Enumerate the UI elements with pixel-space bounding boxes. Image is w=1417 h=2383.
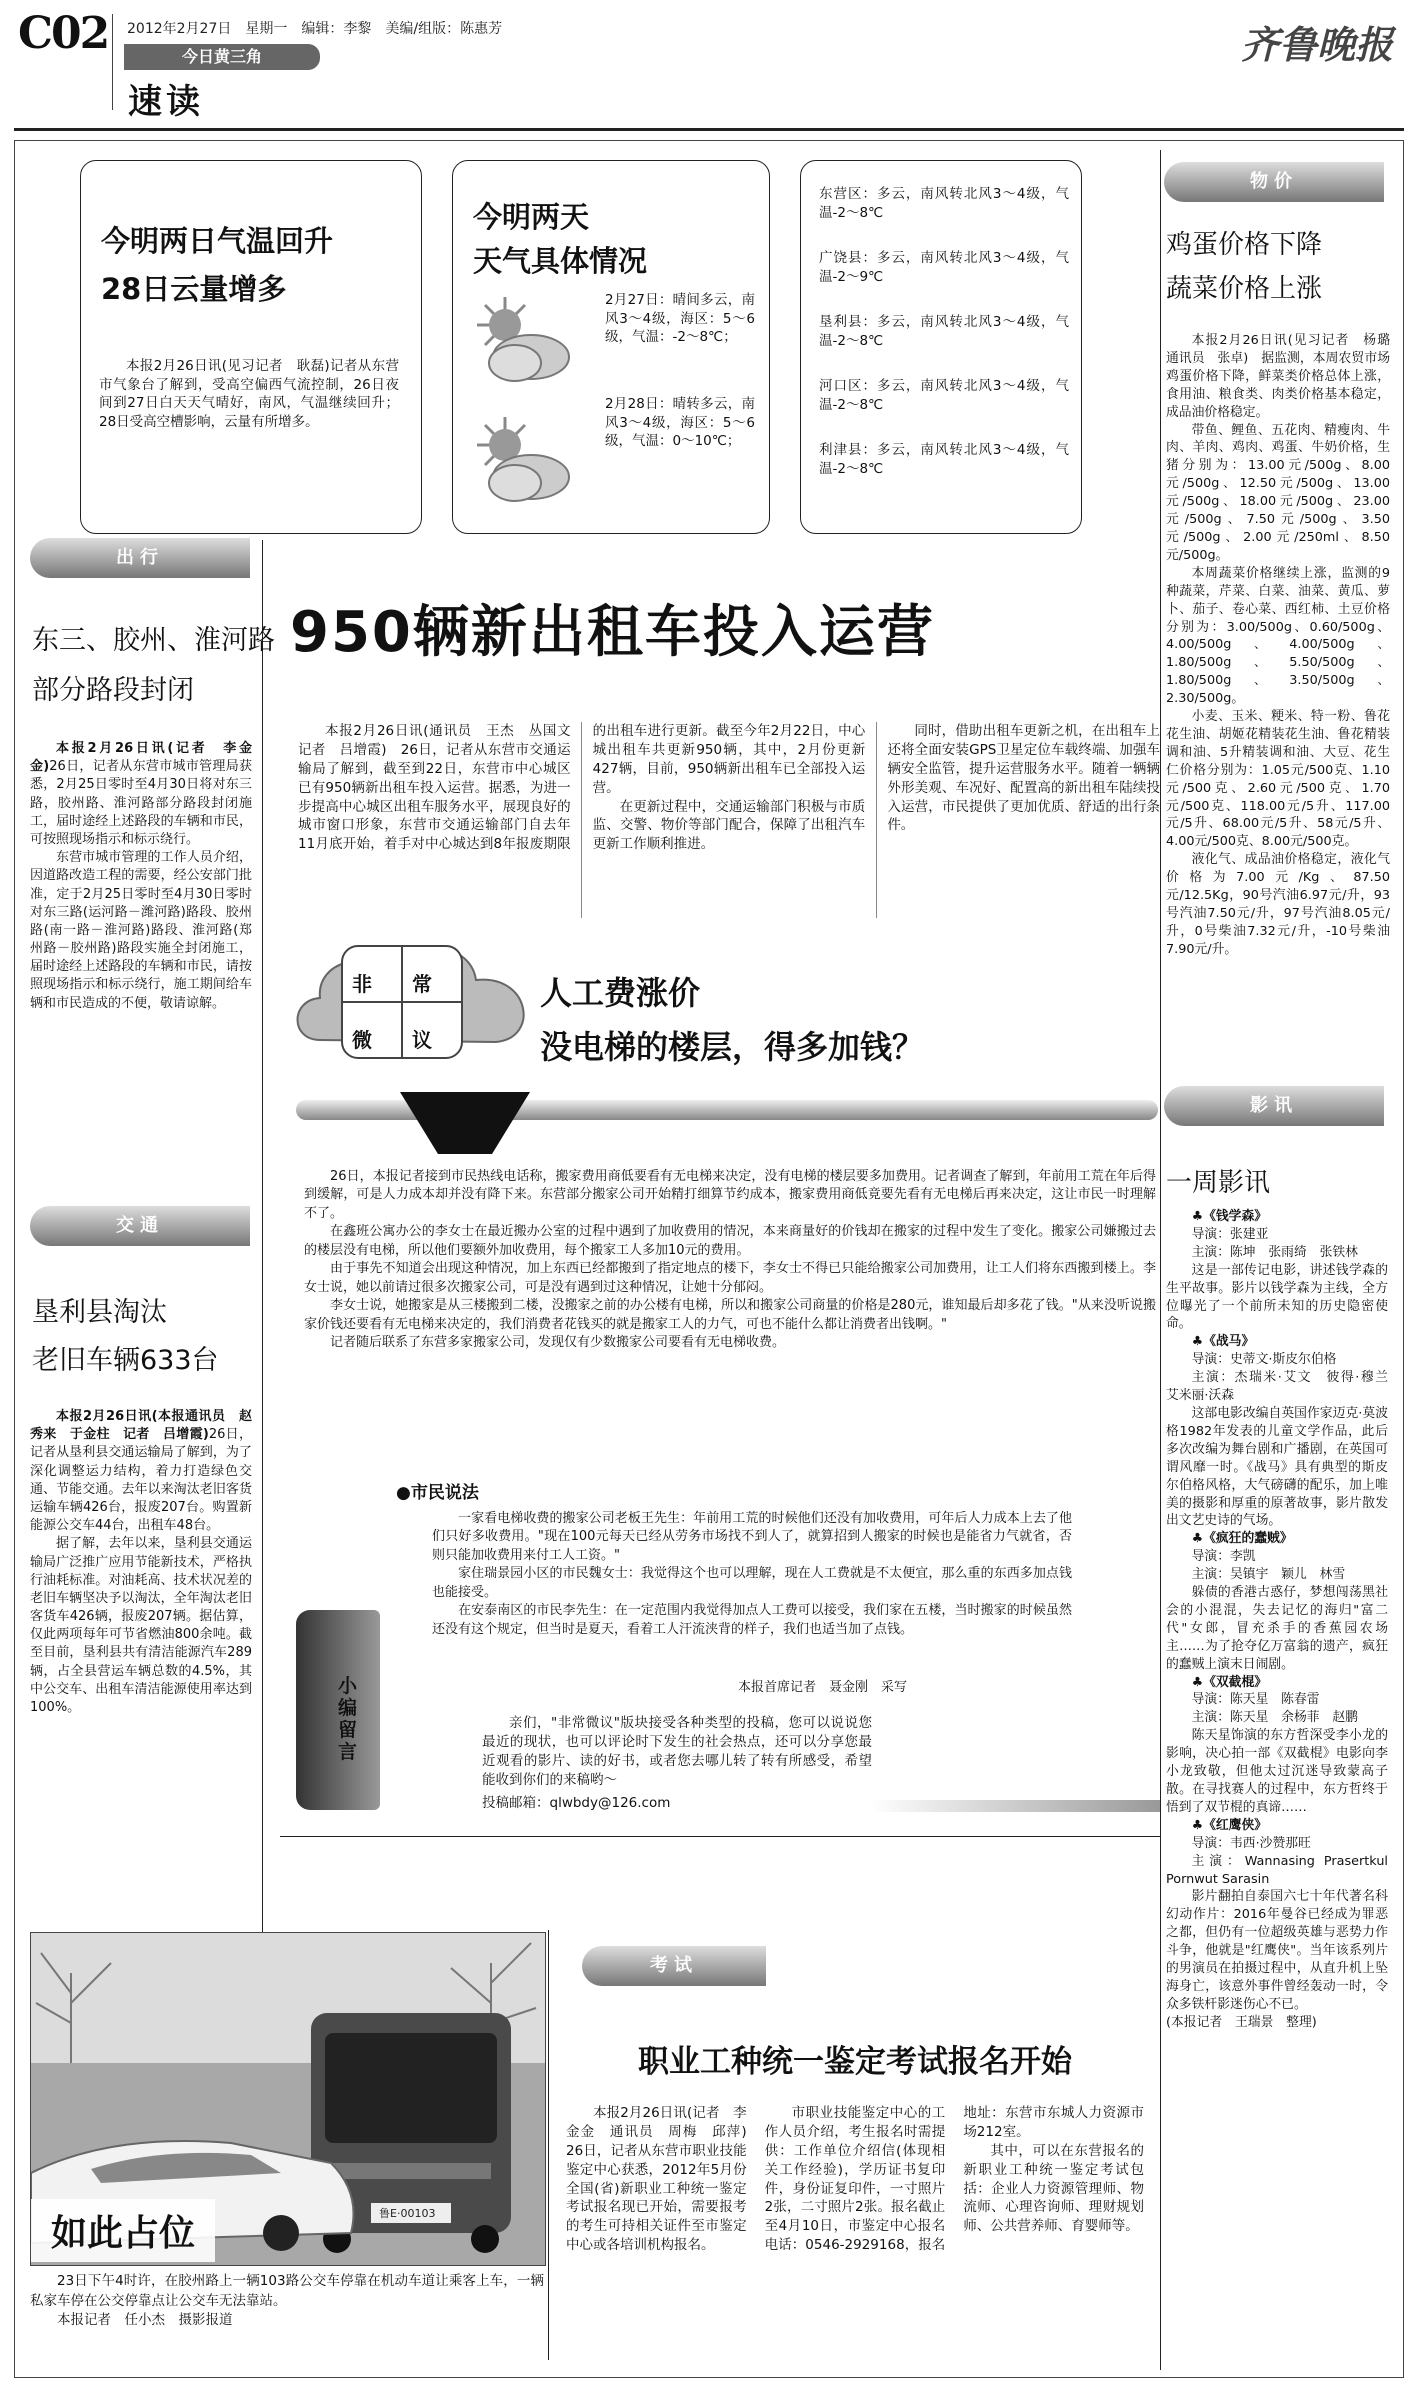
section-tag: 今日黄三角 — [124, 44, 320, 70]
traffic-headline-1: 垦利县淘汰 — [32, 1297, 167, 1328]
weather-box-3 — [800, 160, 1082, 534]
feichang-headline-2: 没电梯的楼层，得多加钱？ — [540, 1028, 925, 1066]
taxi-headline: 950辆新出租车投入运营 — [290, 600, 935, 665]
exam-paragraph: 市职业技能鉴定中心的工作人员介绍，考生报名时需提供：工作单位介绍信(体现相关工作经验)，学历证书复印件，身份证复印件，一寸照片2张，二寸照片2张。报名截止至4月10日，市鉴定中心报名电话：0546-2929168，报名地址：东营市东城人力资源市场212室。 — [764, 2105, 1144, 2254]
exam-body — [566, 2104, 1144, 2370]
section-tag-traffic: 交通 — [30, 1206, 250, 1246]
prices-article — [1166, 332, 1403, 959]
photo-caption: 23日下午4时许，在胶州路上一辆103路公交车停靠在机动车道让乘客上车，一辆私家车停在公交停靠点让公交车无法靠站。 本报记者 任小杰 摄影报道 — [30, 2272, 544, 2331]
film-entry: ♣《双截棍》 导演：陈天星 陈春雷 主演：陈天星 余杨菲 赵鹏 陈天星饰演的东方哲深受李小龙的影响，决心拍一部《双截棍》电影向李小龙致敬，但他太过沉迷导致蒙高子散。在寻找赛人的过程中，东方哲终于悟到了双节棍的真谛…… — [1166, 1674, 1388, 1815]
feichang-paragraph: 记者随后联系了东营多家搬家公司，发现仅有少数搬家公司要看有无电梯收费。 — [330, 1335, 786, 1351]
county-weather: 垦利县：多云，南风转北风3～4级，气温-2～8℃ — [819, 314, 1069, 349]
exam-paragraph: 本报2月26日讯(记者 李金金 通讯员 周梅 邱萍) 26日，记者从东营市职业技能鉴定中心获悉，2012年5月份全国(省)新职业工种统一鉴定考试报名现已开始，需要报考的考生可持相关证件至市鉴定中心或各培训机构报名。 — [566, 2105, 761, 2254]
film-title: ♣《战马》 — [1191, 1334, 1255, 1350]
prices-paragraph: 本报2月26日讯(见习记者 杨璐 通讯员 张卓) 据监测，本周农贸市场鸡蛋价格下降，鲜菜类价格总体上涨，食用油、粮食类、肉类价格基本稳定，成品油价格稳定。 — [1166, 333, 1403, 420]
feichang-paragraph: 李女士说，她搬家是从三楼搬到二楼，没搬家之前的办公楼有电梯，所以和搬家公司商量的价格是280元，谁知最后却多花了钱。"从来没听说搬家价钱还要看有无电梯来决定的，我们消费者花钱买的就是搬家工人的力气，可也不能什么都让消费者出钱啊。" — [304, 1298, 1156, 1332]
film-title: ♣《双截棍》 — [1191, 1674, 1268, 1690]
traffic-paragraph: 据了解，去年以来，垦利县交通运输局广泛推广应用节能新技术，严格执行油耗标准。对油耗高、技术状况差的老旧车辆坚决予以淘汰，全年淘汰老旧客货车426辆，报废207辆。据估算，仅此两项每年可节省燃油800余吨。截至目前，垦利县共有清洁能源汽车289辆，占全县营运车辆总数的4.5%，其中公交车、出租车清洁能源使用率达到100%。 — [30, 1536, 252, 1715]
feichang-paragraph: 由于事先不知道会出现这种情况，加上东西已经都搬到了指定地点的楼下，李女士不得已只能给搬家公司加费用，让工人们将东西搬到楼上。李女士说，她以前请过很多次搬家公司，可是没有遇到过这种情况，让她十分郁闷。 — [304, 1261, 1156, 1295]
header-date-line: 2012年2月27日 星期一 编辑：李黎 美编/组版：陈惠芳 — [127, 21, 503, 37]
taxi-paragraph: 同时，借助出租车更新之机，在出租车上还将全面安装GPS卫星定位车载终端、加强车辆安全监管，提升运营服务水平。随着一辆辆外形美观、车况好、配置高的新出租车陆续投入运营，市民提供了更加优质、舒适的出行条件。 — [887, 723, 1160, 834]
citizen-opinions — [432, 1510, 1072, 1639]
weather-body-1: 本报2月26日讯(见习记者 耿磊)记者从东营市气象台了解到，受高空偏西气流控制，26日夜间到27日白天天气晴好，南风，气温继续回升；28日受高空槽影响，云量有所增多。 — [99, 358, 399, 430]
prices-paragraph: 带鱼、鲤鱼、五花肉、精瘦肉、牛肉、羊肉、鸡肉、鸡蛋、牛奶价格，生猪分别为：13.00元/500g、8.00元/500g、12.50元/500g、13.00元/500g、18.00元/500g、23.00元/500g、7.50元/500g、3.50元/500g、2.00元/250ml、8.50元/500g。 — [1166, 422, 1390, 563]
weather-title-2: 28日云量增多 — [101, 272, 287, 306]
photo-credit: 本报记者 任小杰 摄影报道 — [57, 2312, 233, 2329]
film-entry: ♣《红鹰侠》 导演：韦西·沙赞那旺 主演：Wannasing Prasertkul Pornwut Sarasin 影片翻拍自泰国六七十年代著名科幻动作片：2016年曼谷已经成为罪恶之都，但仍有一位超级英雄与恶势力作斗争，他就是"红鹰侠"。当年该系列片的男演员在拍摄过程中，从直升机上坠海身亡，该意外事件曾经轰动一时，令众多铁杆影迷伤心不已。 — [1166, 1817, 1388, 2012]
travel-article: 本报2月26日讯(记者 李金金)26日，记者从东营市城市管理局获悉，2月25日零时至4月30日将对东三路，胶州路、淮河路部分路段封闭施工，届时途经上述路段的车辆和市民，可按照现场指示和标示绕行。 东营市城市管理的工作人员介绍，因道路改造工程的需要，经公安部门批准，定于2月25日零时至4月30日零时对东三路(运河路－潍河路)路段、胶州路(南一路－淮河路)路段、淮河路(郑州路－胶州路)路段实施全封闭施工，届时途经上述路段的车辆和市民，请按照现场指示和标示绕行，施工期间给车辆和市民造成的不便，敬请谅解。 — [30, 740, 252, 1013]
travel-headline-1: 东三、胶州、淮河路 — [32, 625, 275, 656]
section-tag-prices: 物价 — [1164, 162, 1384, 202]
weather-day-1: 2月27日：晴间多云，南风3～4级，海区：5～6级，气温：-2～8℃； — [605, 292, 755, 346]
sun-cloud-icon — [467, 407, 577, 517]
xiaobian-label: 小编留言 — [338, 1675, 358, 1763]
taxi-paragraph: 在更新过程中，交通运输部门积极与市质监、交警、物价等部门配合，保障了出租汽车更新工作顺利推进。 — [592, 798, 866, 853]
bus-plate: 鲁E·00103 — [379, 2207, 436, 2220]
feichang-reporter: 本报首席记者 聂金刚 采写 — [738, 1680, 908, 1695]
film-list — [1166, 1208, 1401, 2032]
section-tag-film: 影讯 — [1164, 1086, 1384, 1126]
weather-box-2 — [452, 160, 770, 534]
xiaobian-message: 亲们，"非常微议"版块接受各种类型的投稿，您可以说说您最近的现状，也可以评论时下发生的社会热点，还可以分享您最近观看的影片、读的好书，或者您去哪儿转了转有所感受，希望能收到你们的来稿哟～ 投稿邮箱：qlwbdy@126.com — [482, 1715, 872, 1811]
feichang-paragraph: 26日，本报记者接到市民热线电话称，搬家费用商低要看有无电梯来决定，没有电梯的楼层要多加费用。记者调查了解到，年前用工荒在年后得到缓解，可是人力成本却并没有降下来。东营部分搬家公司开始精打细算节约成本，搬家费用商低竟要先看有无电梯后再来决定，这让市民一时理解不了。 — [304, 1169, 1156, 1221]
county-weather: 利津县：多云，南风转北风3～4级，气温-2～8℃ — [819, 442, 1069, 477]
prices-paragraph: 小麦、玉米、粳米、特一粉、鲁花花生油、胡姬花精装花生油、鲁花精装调和油、5升精装调和油、大豆、花生仁价格分别为：1.05元/500克、1.10元/500克、2.60元/500克、1.70元/500克、118.00元/5升、117.00元/5升、68.00元/5升、58元/5升、4.00元/500克、8.00元/500克。 — [1166, 709, 1390, 850]
county-weather: 东营区：多云，南风转北风3～4级，气温-2～8℃ — [819, 186, 1069, 221]
traffic-headline-2: 老旧车辆633台 — [32, 1345, 219, 1376]
county-weather: 河口区：多云，南风转北风3～4级，气温-2～8℃ — [819, 378, 1069, 413]
logo-char: 非 — [352, 972, 372, 996]
submission-email: 投稿邮箱：qlwbdy@126.com — [482, 1794, 671, 1811]
county-weather: 广饶县：多云，南风转北风3～4级，气温-2～9℃ — [819, 250, 1069, 285]
photo-caption-big: 如此占位 — [31, 2199, 215, 2262]
section-tag-exam: 考试 — [582, 1946, 766, 1986]
taxi-paragraph: 本报2月26日讯(通讯员 王杰 丛国文 记者 吕增霞) 26日，记者从东营市交通运输局了解到，截至到22日，东营市中心城区已有950辆新出租车投入运营。据悉，为进一步提高中心城区出租车服务水平，展现良好的城市窗口形象，东营市交通运输部门自去年11月底开始，着手对中心城达到8年报废期限的出租车进行更新。截至今年2月22日，中心城出租车共更新950辆，其中，2月份更新427辆，目前，950辆新出租车已全部投入运营。 — [298, 723, 866, 853]
weather-box-1 — [80, 160, 422, 534]
logo-char: 议 — [412, 1028, 432, 1052]
prices-headline-1: 鸡蛋价格下降 — [1166, 230, 1323, 260]
brand-logo: 齐鲁晚报 — [1240, 22, 1393, 67]
logo-char: 常 — [412, 972, 432, 996]
prices-headline-2: 蔬菜价格上涨 — [1166, 274, 1323, 304]
film-entry: ♣《钱学森》 导演：张建亚 主演：陈坤 张雨绮 张铁林 这是一部传记电影，讲述钱学森的生平故事。影片以钱学森为主线，全方位曝光了一个前所未知的历史隐密使命。 — [1166, 1209, 1388, 1332]
film-headline: 一周影讯 — [1166, 1168, 1271, 1198]
decorative-bar — [870, 1800, 1160, 1812]
travel-paragraph: 东营市城市管理的工作人员介绍，因道路改造工程的需要，经公安部门批准，定于2月25日零时至4月30日零时对东三路(运河路－潍河路)路段、胶州路(南一路－淮河路)路段、淮河路(郑州路－胶州路)路段实施全封闭施工，届时途经上述路段的车辆和市民，请按照现场指示和标示绕行，施工期间给车辆和市民造成的不便，敬请谅解。 — [30, 850, 252, 1011]
exam-paragraph: 其中，可以在东营报名的新职业工种统一鉴定考试包括：企业人力资源管理师、物流师、心理咨询师、理财规划师、公共营养师、育婴师等。 — [963, 2142, 1144, 2235]
weather-title-4: 天气具体情况 — [473, 244, 648, 278]
travel-byline: 本报2月26日讯(记者 李金金) — [30, 741, 252, 775]
feichang-article — [304, 1168, 1156, 1353]
film-entry: ♣《战马》 导演：史蒂文·斯皮尔伯格 主演：杰瑞米·艾文 彼得·穆兰 艾米丽·沃森 这部电影改编自英国作家迈克·莫波格1982年发表的儿童文学作品，此后多次改编为舞台剧和广播剧，在英国可谓风靡一时。《战马》具有典型的斯皮尔伯格风格，大气磅礴的配乐，加上唯美的摄影和厚重的原著故事，影片散发出文艺史诗的气场。 — [1166, 1334, 1401, 1529]
citizen-paragraph: 家住瑞景园小区的市民魏女士：我觉得这个也可以理解，现在人工费就是不太便宜，那么重的东西多加点钱也能接受。 — [432, 1566, 1072, 1600]
film-credit: (本报记者 王瑞景 整理) — [1166, 2014, 1317, 2030]
film-title: ♣《红鹰侠》 — [1191, 1817, 1268, 1833]
circle-icon: ● — [396, 1483, 411, 1503]
citizen-paragraph: 在安泰南区的市民李先生：在一定范围内我觉得加点人工费可以接受，我们家在五楼，当时搬家的时候虽然还没有这个规定，但当时是夏天，看着工人汗流浃背的样子，我们也适当加了点钱。 — [432, 1603, 1072, 1637]
citizen-paragraph: 一家看电梯收费的搬家公司老板王先生：年前用工荒的时候他们还没有加收费用，可年后人力成本上去了他们只好多收费用。"现在100元每天已经从劳务市场找不到人了，就算招到人搬家的时候也是能省力气就省，否则只能加收费用来付工人工资。" — [432, 1511, 1072, 1563]
film-title: ♣《疯狂的蠢贼》 — [1191, 1531, 1293, 1547]
traffic-article: 本报2月26日讯(本报通讯员 赵秀来 于金柱 记者 吕增霞)26日，记者从垦利县交通运输局了解到，为了深化调整运力结构，着力打造绿色交通、节能交通。去年以来淘汰老旧客货运输车辆426台，报废207台。购置新能源公交车44台，出租车48台。 据了解，去年以来，垦利县交通运输局广泛推广应用节能新技术，严格执行油耗标准。对油耗高、技术状况差的老旧车辆坚决予以淘汰，全年淘汰老旧客货车426辆，报废207辆。据估算，仅此两项每年可节省燃油800余吨。截至目前，垦利县共有清洁能源汽车289辆，占全县营运车辆总数的4.5%，其中公交车、出租车清洁能源使用率达到100%。 — [30, 1408, 252, 1717]
weather-day-2: 2月28日：晴转多云，南风3～4级，海区：5～6级，气温：0～10℃； — [605, 396, 755, 450]
citizen-heading: ●市民说法 — [396, 1483, 479, 1503]
sun-cloud-icon — [467, 287, 577, 397]
bus-photo — [30, 1932, 546, 2266]
feichang-headline-1: 人工费涨价 — [540, 974, 701, 1012]
prices-paragraph: 本周蔬菜价格继续上涨，监测的9种蔬菜，芹菜、白菜、油菜、黄瓜、萝卜、茄子、卷心菜、西红柿、土豆价格分别为：3.00/500g、0.60/500g、4.00/500g、4.00/500g、1.80/500g、5.50/500g、1.80/500g、3.50/500g、2.30/500g。 — [1166, 565, 1390, 707]
film-title: ♣《钱学森》 — [1191, 1209, 1268, 1224]
logo-char: 微 — [352, 1028, 372, 1052]
feichang-paragraph: 在鑫班公寓办公的李女士在最近搬办公室的过程中遇到了加收费用的情况，本来商量好的价钱却在搬家的过程中发生了变化。搬家公司嫌搬过去的楼层没有电梯，所以他们要额外加收费用，每个搬家工人多加10元的费用。 — [304, 1224, 1156, 1258]
section-title: 速读 — [128, 82, 204, 122]
funnel-graphic — [400, 1092, 530, 1162]
prices-paragraph: 液化气、成品油价格稳定，液化气价格为7.00元/Kg、87.50元/12.5Kg，90号汽油6.97元/升，93号汽油7.50元/升，97号汽油8.05元/升，0号柴油7.32元/升，-10号柴油7.90元/升。 — [1166, 852, 1390, 957]
taxi-body — [298, 722, 1160, 918]
weather-title-1: 今明两日气温回升 — [101, 224, 334, 258]
travel-headline-2: 部分路段封闭 — [32, 675, 194, 706]
traffic-byline: 本报2月26日讯(本报通讯员 赵秀来 于金柱 记者 吕增霞) — [30, 1409, 252, 1443]
section-tag-travel: 出行 — [30, 538, 250, 578]
weather-title-3: 今明两天 — [473, 200, 590, 234]
page-number: C02 — [18, 8, 109, 59]
exam-headline: 职业工种统一鉴定考试报名开始 — [638, 2044, 1072, 2080]
film-entry: ♣《疯狂的蠢贼》 导演：李凯 主演：吴镇宇 颖儿 林雪 躲债的香港古惑仔，梦想闯荡黑社会的小混混，失去记忆的海归"富二代"女郎，冒充杀手的香蕉园农场主……为了抢夺亿万富翁的遗产，疯狂的蠢贼上演末日闹剧。 — [1166, 1531, 1388, 1672]
